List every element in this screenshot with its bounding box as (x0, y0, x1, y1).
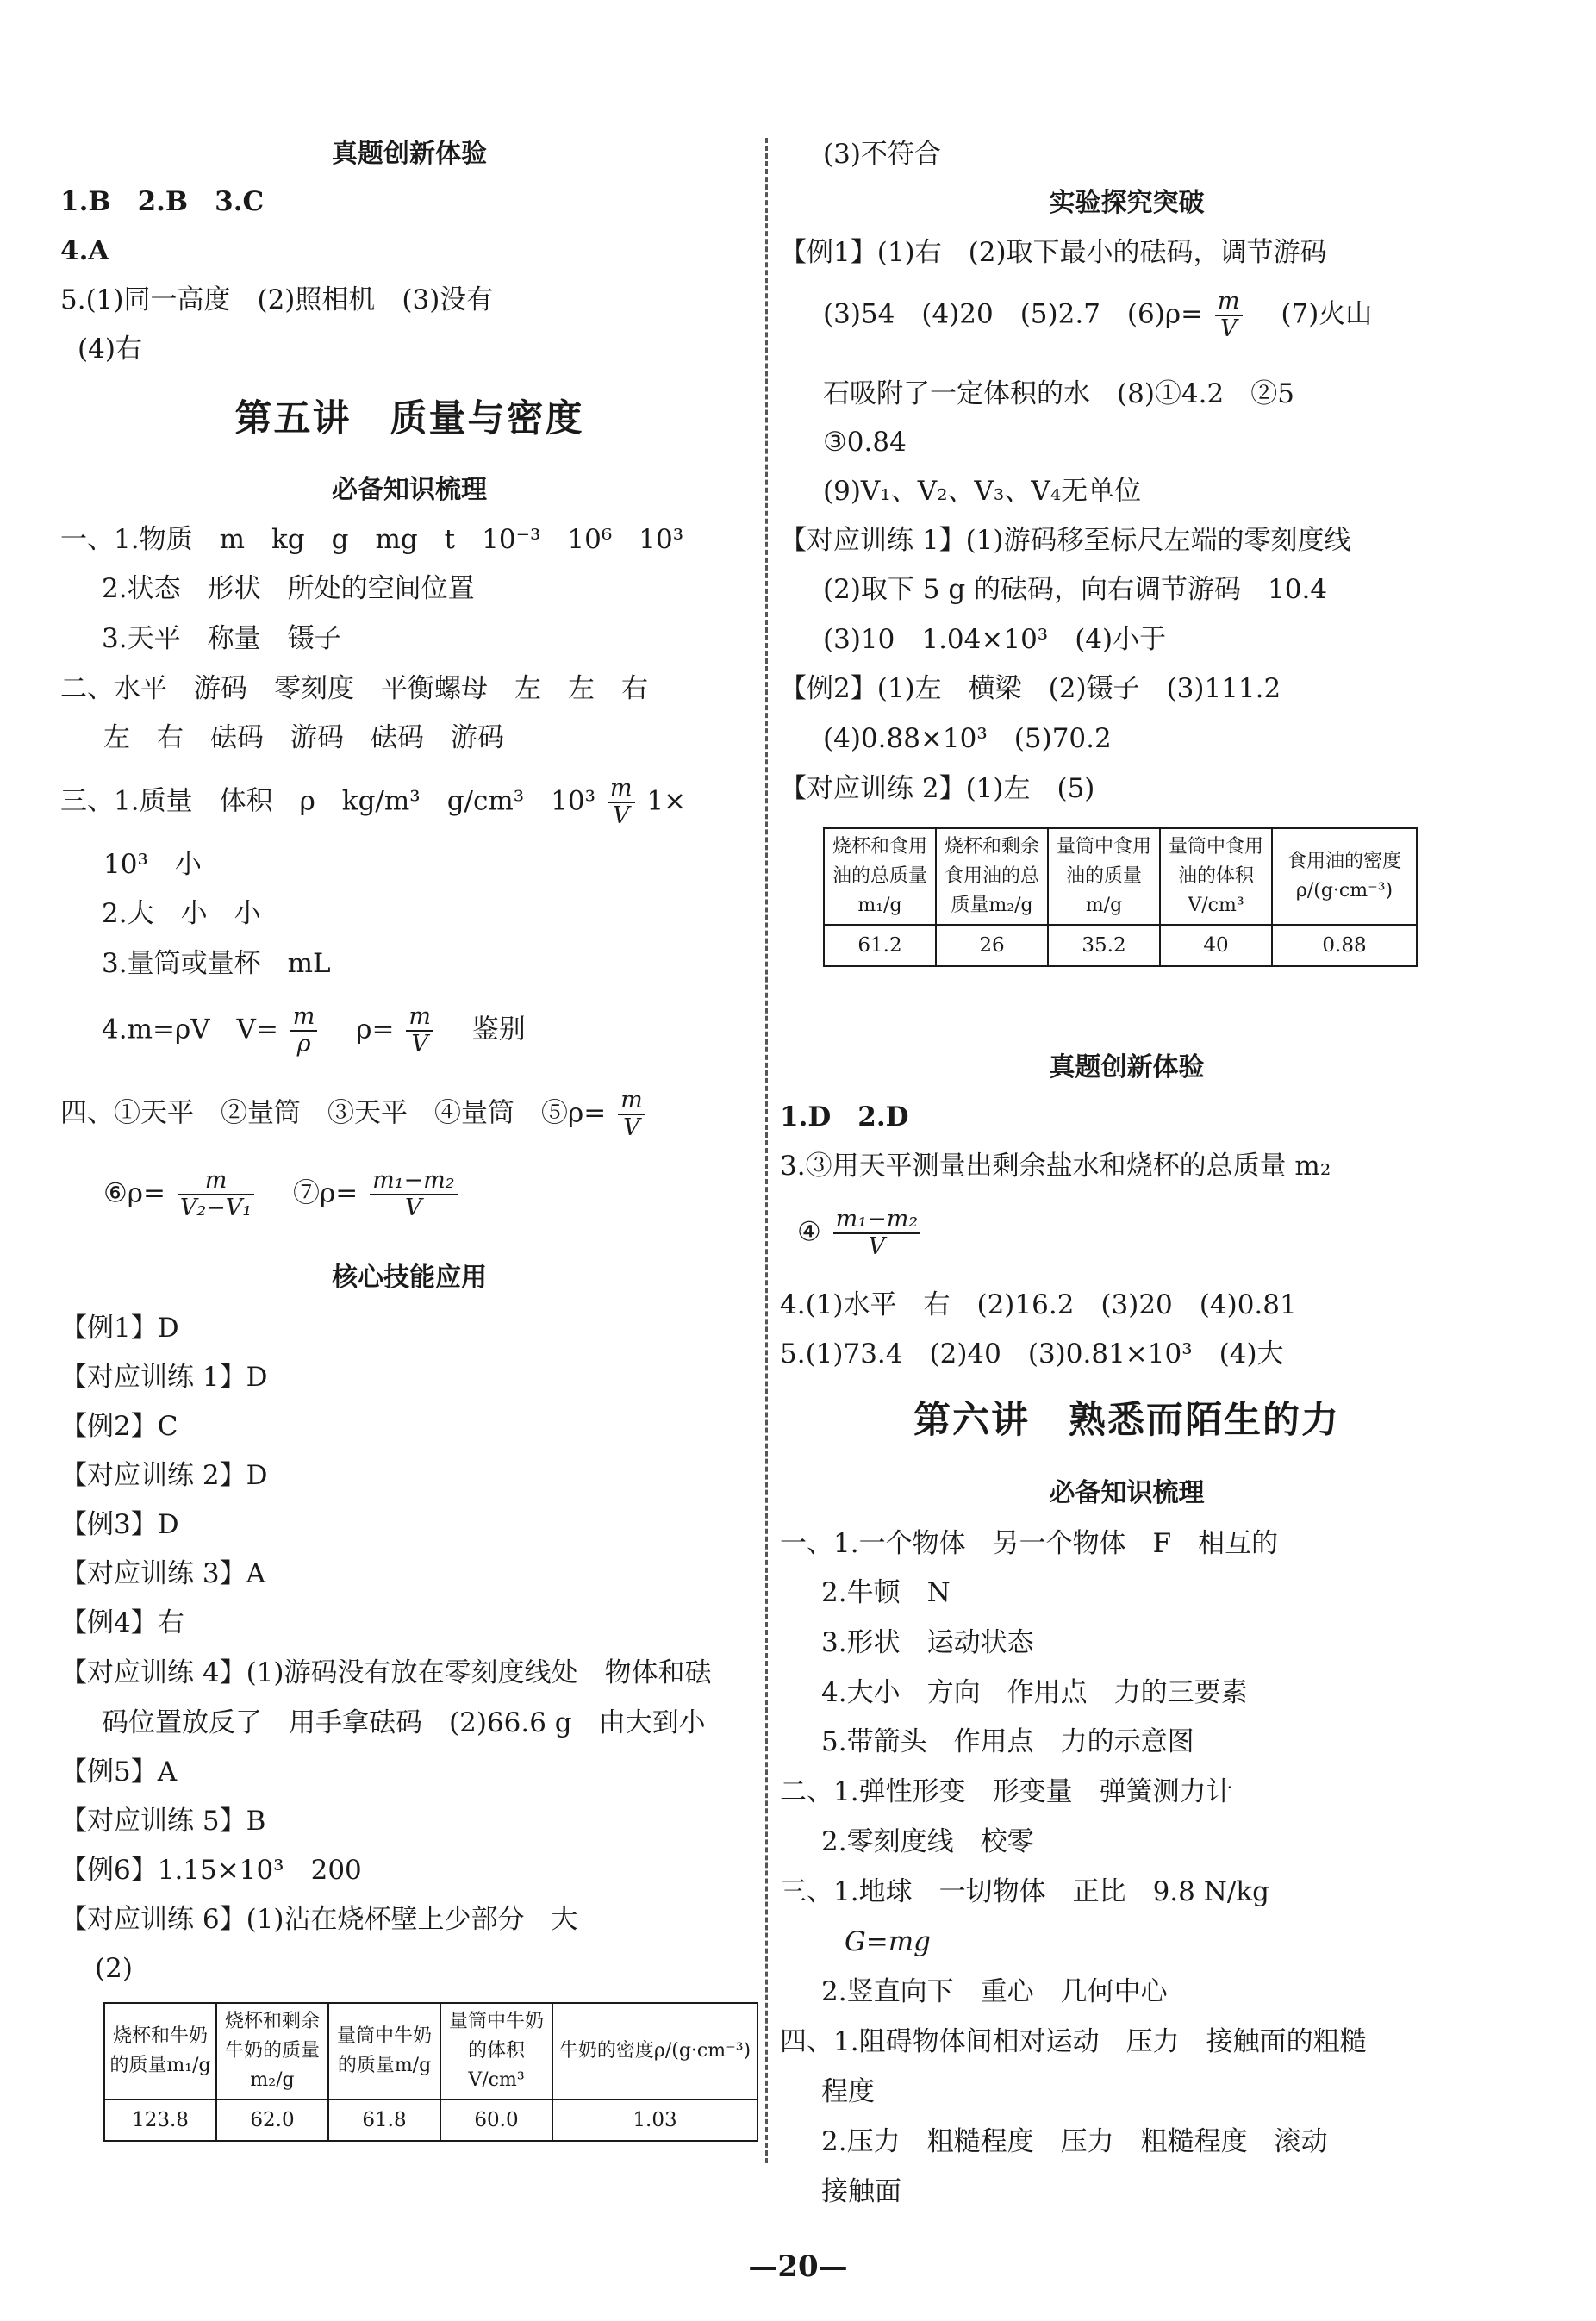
knowledge-line: 程度 (821, 2076, 875, 2107)
example-line: 【例1】(1)右 (2)取下最小的砝码，调节游码 (780, 237, 1327, 268)
fraction: $\frac{m}{V}$ (608, 776, 635, 829)
table-cell: 62.0 (216, 2100, 328, 2141)
section-title: 核心技能应用 (332, 1263, 487, 1293)
table-header-cell: 量筒中牛奶的体积V/cm³ (440, 2003, 552, 2100)
formula-line: 4.m=ρV V= $\frac{m}{\rho}$ ρ= $\frac{m}{V}$ 鉴别 (102, 1003, 526, 1058)
table-row (824, 925, 1417, 966)
knowledge-line: 3.形状 运动状态 (821, 1627, 1034, 1658)
table-cell: 60.0 (440, 2100, 552, 2141)
table-cell: 123.8 (104, 2100, 216, 2141)
knowledge-line: 二、水平 游码 零刻度 平衡螺母 左 左 右 (60, 673, 648, 704)
table-header-cell: 烧杯和食用油的总质量m₁/g (824, 828, 936, 925)
example-line: 【例2】C (60, 1411, 178, 1442)
training-line: 码位置放反了 用手拿砝码 (2)66.6 g 由大到小 (102, 1707, 706, 1738)
knowledge-line: 2.状态 形状 所处的空间位置 (102, 573, 475, 604)
knowledge-line: 2.大 小 小 (102, 898, 261, 929)
answer-line: 4.(1)水平 右 (2)16.2 (3)20 (4)0.81 (780, 1289, 1297, 1320)
table-cell: 40 (1160, 925, 1272, 966)
knowledge-line: 三、1.质量 体积 ρ kg/m³ g/cm³ 10³ $\frac{m}{V}$ 1× (60, 775, 687, 829)
training-line: (2)取下 5 g 的砝码，向右调节游码 10.4 (823, 574, 1328, 605)
answer-line: (3)不符合 (823, 139, 941, 170)
lecture-title: 第六讲 熟悉而陌生的力 (913, 1399, 1340, 1442)
table-header-row (824, 828, 1417, 925)
fraction: $\frac{m}{V}$ (1215, 289, 1243, 342)
training-line: 【对应训练 2】D (60, 1460, 268, 1491)
table-header-cell: 烧杯和剩余牛奶的质量m₂/g (216, 2003, 328, 2100)
training-line: (2) (95, 1953, 133, 1984)
knowledge-line: 2.竖直向下 重心 几何中心 (821, 1976, 1168, 2007)
table-header-cell: 食用油的密度ρ/(g·cm⁻³) (1272, 828, 1417, 925)
milk-density-table (103, 2002, 758, 2142)
knowledge-line: 接触面 (821, 2176, 901, 2207)
fraction: $\frac{m}{\rho}$ (290, 1004, 318, 1058)
table-cell: 26 (936, 925, 1048, 966)
table-header-row (104, 2003, 757, 2100)
fraction: $\frac{\text{m₁−m₂}}{V}$ (370, 1168, 457, 1221)
example-line: (9)V₁、V₂、V₃、V₄无单位 (823, 476, 1142, 507)
formula-line: (3)54 (4)20 (5)2.7 (6)ρ= $\frac{m}{V}$ (7)火山 (823, 288, 1373, 342)
training-line: 【对应训练 2】(1)左 (5) (780, 773, 1095, 804)
table-cell: 0.88 (1272, 925, 1417, 966)
example-line: ③0.84 (823, 427, 907, 458)
example-line: 【例6】1.15×10³ 200 (60, 1855, 362, 1886)
training-line: 【对应训练 1】(1)游码移至标尺左端的零刻度线 (780, 525, 1351, 556)
knowledge-line: 一、1.物质 m kg g mg t 10⁻³ 10⁶ 10³ (60, 524, 684, 555)
knowledge-line: 2.压力 粗糙程度 压力 粗糙程度 滚动 (821, 2126, 1328, 2157)
table-row (104, 2100, 757, 2141)
section-title: 实验探究突破 (1049, 188, 1205, 218)
section-title: 必备知识梳理 (332, 475, 487, 505)
knowledge-line: 三、1.地球 一切物体 正比 9.8 N/kg (780, 1876, 1269, 1907)
knowledge-line: 一、1.一个物体 另一个物体 F 相互的 (780, 1528, 1279, 1559)
training-line: 【对应训练 4】(1)游码没有放在零刻度线处 物体和砝 (60, 1657, 712, 1688)
example-line: 石吸附了一定体积的水 (8)①4.2 ②5 (823, 378, 1294, 409)
section-title: 真题创新体验 (332, 139, 487, 169)
example-line: 【例4】右 (60, 1607, 184, 1638)
answer-line: 5.(1)同一高度 (2)照相机 (3)没有 (60, 284, 494, 315)
training-line: 【对应训练 5】B (60, 1806, 266, 1837)
table-header-cell: 量筒中牛奶的质量m/g (328, 2003, 440, 2100)
training-line: 【对应训练 6】(1)沾在烧杯壁上少部分 大 (60, 1904, 578, 1935)
example-line: 【例3】D (60, 1509, 179, 1540)
answer-line: 4.A (60, 235, 109, 266)
example-line: 【例1】D (60, 1313, 179, 1344)
knowledge-line: 5.带箭头 作用点 力的示意图 (821, 1726, 1194, 1757)
table-cell: 35.2 (1048, 925, 1160, 966)
lecture-title: 第五讲 质量与密度 (234, 397, 584, 440)
formula-line: ④ $\frac{\text{m₁−m₂}}{V}$ (797, 1207, 924, 1260)
knowledge-line: 3.量筒或量杯 mL (102, 948, 331, 979)
knowledge-line: 2.牛顿 N (821, 1577, 951, 1608)
training-line: 【对应训练 1】D (60, 1362, 268, 1393)
table-header-cell: 量筒中食用油的质量m/g (1048, 828, 1160, 925)
table-cell: 1.03 (552, 2100, 757, 2141)
column-divider (765, 138, 768, 2163)
table-header-cell: 量筒中食用油的体积V/cm³ (1160, 828, 1272, 925)
table-cell: 61.8 (328, 2100, 440, 2141)
formula-line: 四、①天平 ②量筒 ③天平 ④量筒 ⑤ρ= $\frac{m}{V}$ (60, 1088, 649, 1141)
formula-line: G=mg (845, 1926, 931, 1957)
table-header-cell: 烧杯和牛奶的质量m₁/g (104, 2003, 216, 2100)
answer-line: 1.B 2.B 3.C (60, 186, 265, 217)
training-line: (3)10 1.04×10³ (4)小于 (823, 624, 1167, 655)
table-header-cell: 烧杯和剩余食用油的总质量m₂/g (936, 828, 1048, 925)
formula-line: ⑥ρ= $\frac{m}{\text{V₂−V₁}}$ ⑦ρ= $\frac{\text{m₁−m₂}}{V}$ (60, 1168, 461, 1221)
oil-density-table (823, 827, 1418, 967)
answer-line: 5.(1)73.4 (2)40 (3)0.81×10³ (4)大 (780, 1338, 1284, 1370)
fraction: $\frac{m}{V}$ (618, 1088, 645, 1141)
fraction: $\frac{m}{V}$ (406, 1004, 433, 1058)
example-line: (4)0.88×10³ (5)70.2 (823, 723, 1112, 754)
section-title: 必备知识梳理 (1049, 1478, 1205, 1508)
knowledge-line: 左 右 砝码 游码 砝码 游码 (103, 722, 504, 753)
answer-line: (4)右 (78, 334, 142, 365)
knowledge-line: 四、1.阻碍物体间相对运动 压力 接触面的粗糙 (780, 2026, 1367, 2057)
training-line: 【对应训练 3】A (60, 1558, 265, 1589)
example-line: 【例2】(1)左 横梁 (2)镊子 (3)111.2 (780, 673, 1281, 704)
answer-line: 3.③用天平测量出剩余盐水和烧杯的总质量 m₂ (780, 1151, 1331, 1182)
knowledge-line: 4.大小 方向 作用点 力的三要素 (821, 1677, 1248, 1708)
table-header-cell: 牛奶的密度ρ/(g·cm⁻³) (552, 2003, 757, 2100)
knowledge-line: 10³ 小 (103, 849, 202, 880)
section-title: 真题创新体验 (1049, 1052, 1205, 1083)
table-cell: 61.2 (824, 925, 936, 966)
example-line: 【例5】A (60, 1756, 178, 1788)
fraction: $\frac{\text{m₁−m₂}}{V}$ (833, 1207, 920, 1260)
page-number: —20— (748, 2249, 848, 2284)
knowledge-line: 3.天平 称量 镊子 (102, 623, 341, 654)
knowledge-line: 二、1.弹性形变 形变量 弹簧测力计 (780, 1776, 1233, 1807)
knowledge-line: 2.零刻度线 校零 (821, 1826, 1034, 1857)
fraction: $\frac{m}{\text{V₂−V₁}}$ (178, 1168, 254, 1221)
answer-line: 1.D 2.D (780, 1101, 909, 1132)
